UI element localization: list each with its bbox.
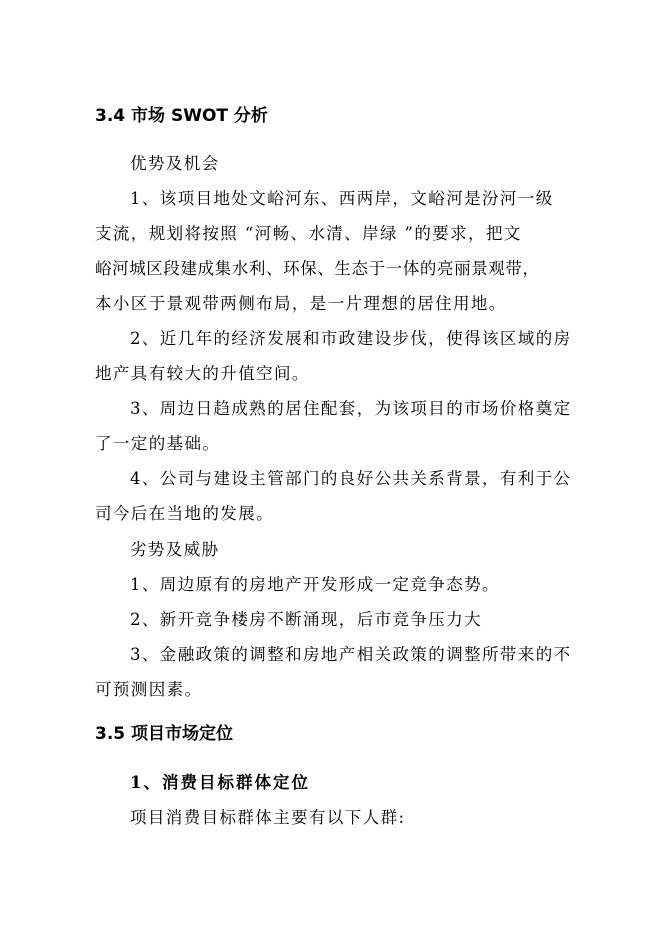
- paragraph-line: 1、周边原有的房地产开发形成一定竞争态势。: [130, 575, 500, 594]
- strengths-heading: 优势及机会: [130, 154, 220, 173]
- paragraph-line: 本小区于景观带两侧布局，是一片理想的居住用地。: [95, 294, 507, 313]
- paragraph-line: 3、金融政策的调整和房地产相关政策的调整所带来的不: [130, 645, 572, 664]
- paragraph-line: 1、该项目地处文峪河东、西两岸，文峪河是汾河一级: [130, 189, 554, 208]
- section-heading-swot: 3.4 市场 SWOT 分析: [95, 106, 268, 126]
- paragraph-line: 2、新开竞争楼房不断涌现，后市竞争压力大: [130, 610, 482, 629]
- paragraph-line: 项目消费目标群体主要有以下人群:: [130, 808, 406, 827]
- paragraph-line: 司今后在当地的发展。: [95, 504, 274, 523]
- subsection-heading: 1、消费目标群体定位: [130, 773, 310, 792]
- paragraph-line: 支流，规划将按照 “河畅、水清、岸绿 ”的要求，把文: [95, 224, 522, 243]
- paragraph-line: 3、周边日趋成熟的居住配套，为该项目的市场价格奠定: [130, 399, 572, 418]
- weakness-heading: 劣势及威胁: [130, 540, 220, 559]
- paragraph-line: 峪河城区段建成集水利、环保、生态于一体的亮丽景观带，: [95, 259, 540, 278]
- section-heading-positioning: 3.5 项目市场定位: [95, 724, 234, 744]
- paragraph-line: 了一定的基础。: [95, 434, 221, 453]
- paragraph-line: 2、近几年的经济发展和市政建设步伐，使得该区域的房: [130, 329, 572, 348]
- paragraph-line: 地产具有较大的升值空间。: [95, 364, 310, 383]
- paragraph-line: 可预测因素。: [95, 680, 203, 699]
- paragraph-line: 4、公司与建设主管部门的良好公共关系背景，有利于公: [130, 469, 572, 488]
